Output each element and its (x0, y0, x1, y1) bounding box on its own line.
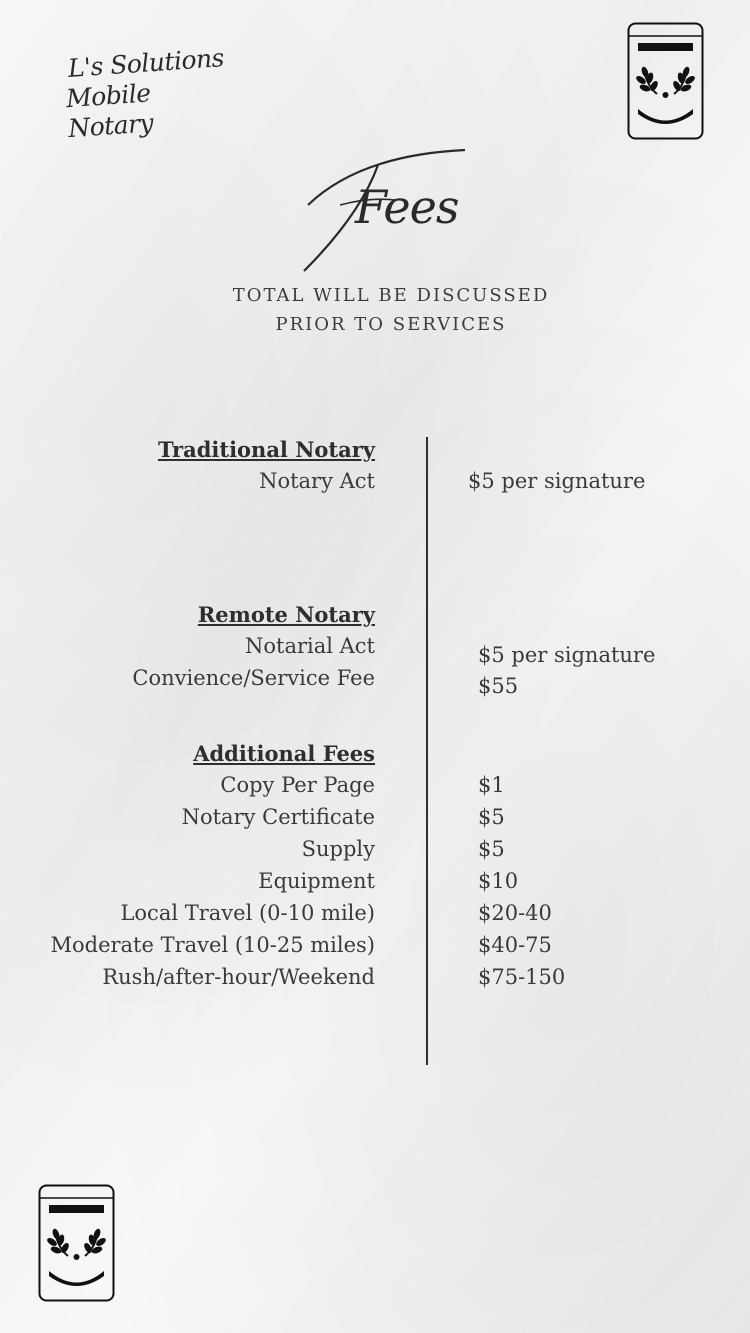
column-divider (426, 437, 428, 1065)
fee-label: Copy Per Page (220, 773, 375, 797)
fee-price: $5 (478, 805, 505, 829)
brand-line-1: L's Solutions (67, 43, 225, 83)
brand-logo (67, 42, 243, 144)
fee-price: $75-150 (478, 965, 566, 989)
fee-price: $5 per signature (478, 643, 656, 667)
section-heading-additional: Additional Fees (193, 741, 375, 766)
fee-label: Equipment (258, 869, 375, 893)
subtitle-line-2: PRIOR TO SERVICES (275, 314, 507, 335)
laurel-wreath-icon (46, 1228, 106, 1259)
fee-price: $1 (478, 773, 505, 797)
fee-label: Notary Act (259, 469, 375, 493)
laurel-wreath-icon (635, 66, 695, 97)
fee-label: Supply (301, 837, 375, 861)
subtitle-line-1: TOTAL WILL BE DISCUSSED (232, 285, 550, 306)
fee-price: $40-75 (478, 933, 552, 957)
fee-label: Notary Certificate (181, 805, 375, 829)
fee-price: $10 (478, 869, 519, 893)
brand-line-2: Mobile Notary (65, 78, 155, 144)
fee-label: Convience/Service Fee (132, 666, 375, 690)
section-heading-remote: Remote Notary (197, 602, 375, 627)
fee-label: Moderate Travel (10-25 miles) (50, 933, 375, 957)
fee-label: Local Travel (0-10 mile) (120, 901, 375, 925)
fee-price: $55 (478, 674, 519, 698)
section-heading-traditional: Traditional Notary (157, 437, 375, 462)
notary-badge-icon (627, 22, 704, 140)
notary-badge-icon (38, 1184, 115, 1302)
fee-price: $5 (478, 837, 505, 861)
fee-label: Rush/after-hour/Weekend (102, 965, 375, 989)
fee-label: Notarial Act (244, 634, 375, 658)
fee-price: $5 per signature (468, 469, 646, 493)
page-title: Fees (355, 180, 459, 234)
fee-price: $20-40 (478, 901, 552, 925)
